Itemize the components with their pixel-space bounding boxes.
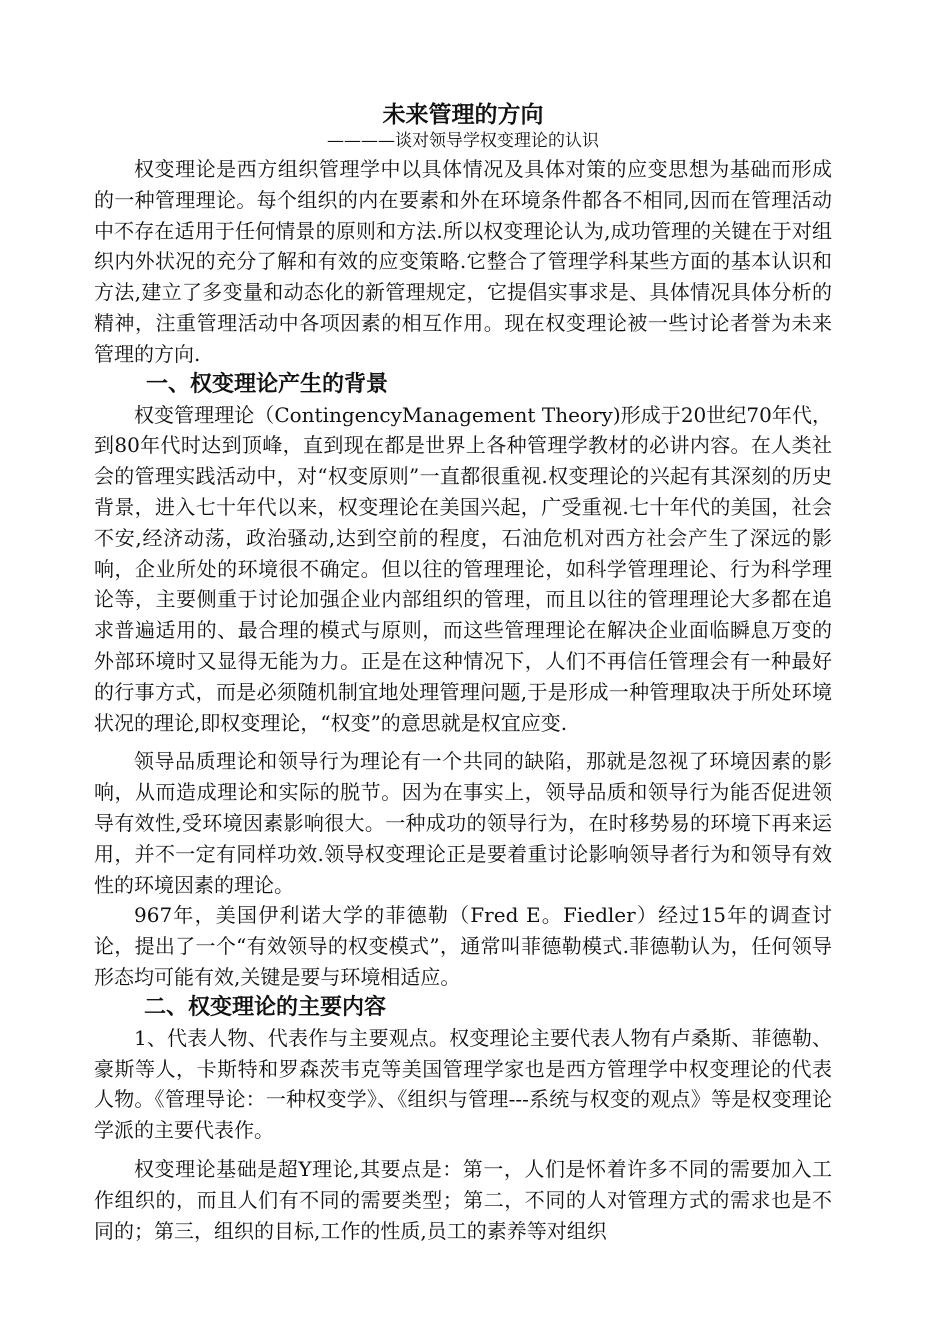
background-paragraph-2: 领导品质理论和领导行为理论有一个共同的缺陷，那就是忽视了环境因素的影响，从而造成理论和实际的脱节。因为在事实上，领导品质和领导行为能否促进领导有效性,受环境因素影响很大。一种成功的领导行为，在时移势易的环境下再来运用，并不一定有同样功效.领导权变理论正是要着重讨论影响领导者行为和领导有效性的环境因素的理论。	[94, 749, 832, 897]
background-paragraph-3: 967年，美国伊利诺大学的菲德勒（Fred E。Fiedler）经过15年的调查讨论，提出了一个“有效领导的权变模式”，通常叫菲德勒模式.菲德勒认为，任何领导形态均可能有效,关键是要与环境相适应。	[94, 903, 832, 989]
document-page	[94, 100, 832, 1246]
main-content-paragraph-1: 1、代表人物、代表作与主要观点。权变理论主要代表人物有卢桑斯、菲德勒、豪斯等人，卡斯特和罗森茨韦克等美国管理学家也是西方管理学中权变理论的代表人物。《管理导论：一种权变学》、《组织与管理---系统与权变的观点》等是权变理论学派的主要代表作。	[94, 1025, 832, 1143]
document-title: 未来管理的方向	[382, 102, 544, 128]
intro-paragraph: 权变理论是西方组织管理学中以具体情况及具体对策的应变思想为基础而形成的一种管理理论。每个组织的内在要素和外在环境条件都各不相同,因而在管理活动中不存在适用于任何情景的原则和方法.所以权变理论认为,成功管理的关键在于对组织内外状况的充分了解和有效的应变策略.它整合了管理学科某些方面的基本认识和方法,建立了多变量和动态化的新管理规定，它提倡实事求是、具体情况具体分析的精神，注重管理活动中各项因素的相互作用。现在权变理论被一些讨论者誉为未来管理的方向.	[94, 157, 832, 366]
document-subtitle: ————谈对领导学权变理论的认识	[327, 131, 599, 151]
background-paragraph-1: 权变管理理论（ContingencyManagement Theory)形成于20世纪70年代，到80年代时达到顶峰，直到现在都是世界上各种管理学教材的必讲内容。在人类社会的管理实践活动中，对“权变原则”一直都很重视.权变理论的兴起有其深刻的历史背景，进入七十年代以来，权变理论在美国兴起，广受重视.七十年代的美国，社会不安,经济动荡，政治骚动,达到空前的程度，石油危机对西方社会产生了深远的影响，企业所处的环境很不确定。但以往的管理理论，如科学管理理论、行为科学理论等，主要侧重于讨论加强企业内部组织的管理，而且以往的管理理论大多都在追求普遍适用的、最合理的模式与原则，而这些管理理论在解决企业面临瞬息万变的外部环境时又显得无能为力。正是在这种情况下，人们不再信任管理会有一种最好的行事方式，而是必须随机制宜地处理管理问题,于是形成一种管理取决于所处环境状况的理论,即权变理论，“权变”的意思就是权宜应变.	[94, 402, 832, 735]
section-heading-background: 一、权变理论产生的背景	[146, 371, 389, 397]
main-content-paragraph-2: 权变理论基础是超Y理论,其要点是：第一，人们是怀着许多不同的需要加入工作组织的，而且人们有不同的需要类型；第二，不同的人对管理方式的需求也是不同的；第三，组织的目标,工作的性质,员工的素养等对组织	[94, 1156, 832, 1243]
section-heading-main-content: 二、权变理论的主要内容	[144, 994, 387, 1020]
